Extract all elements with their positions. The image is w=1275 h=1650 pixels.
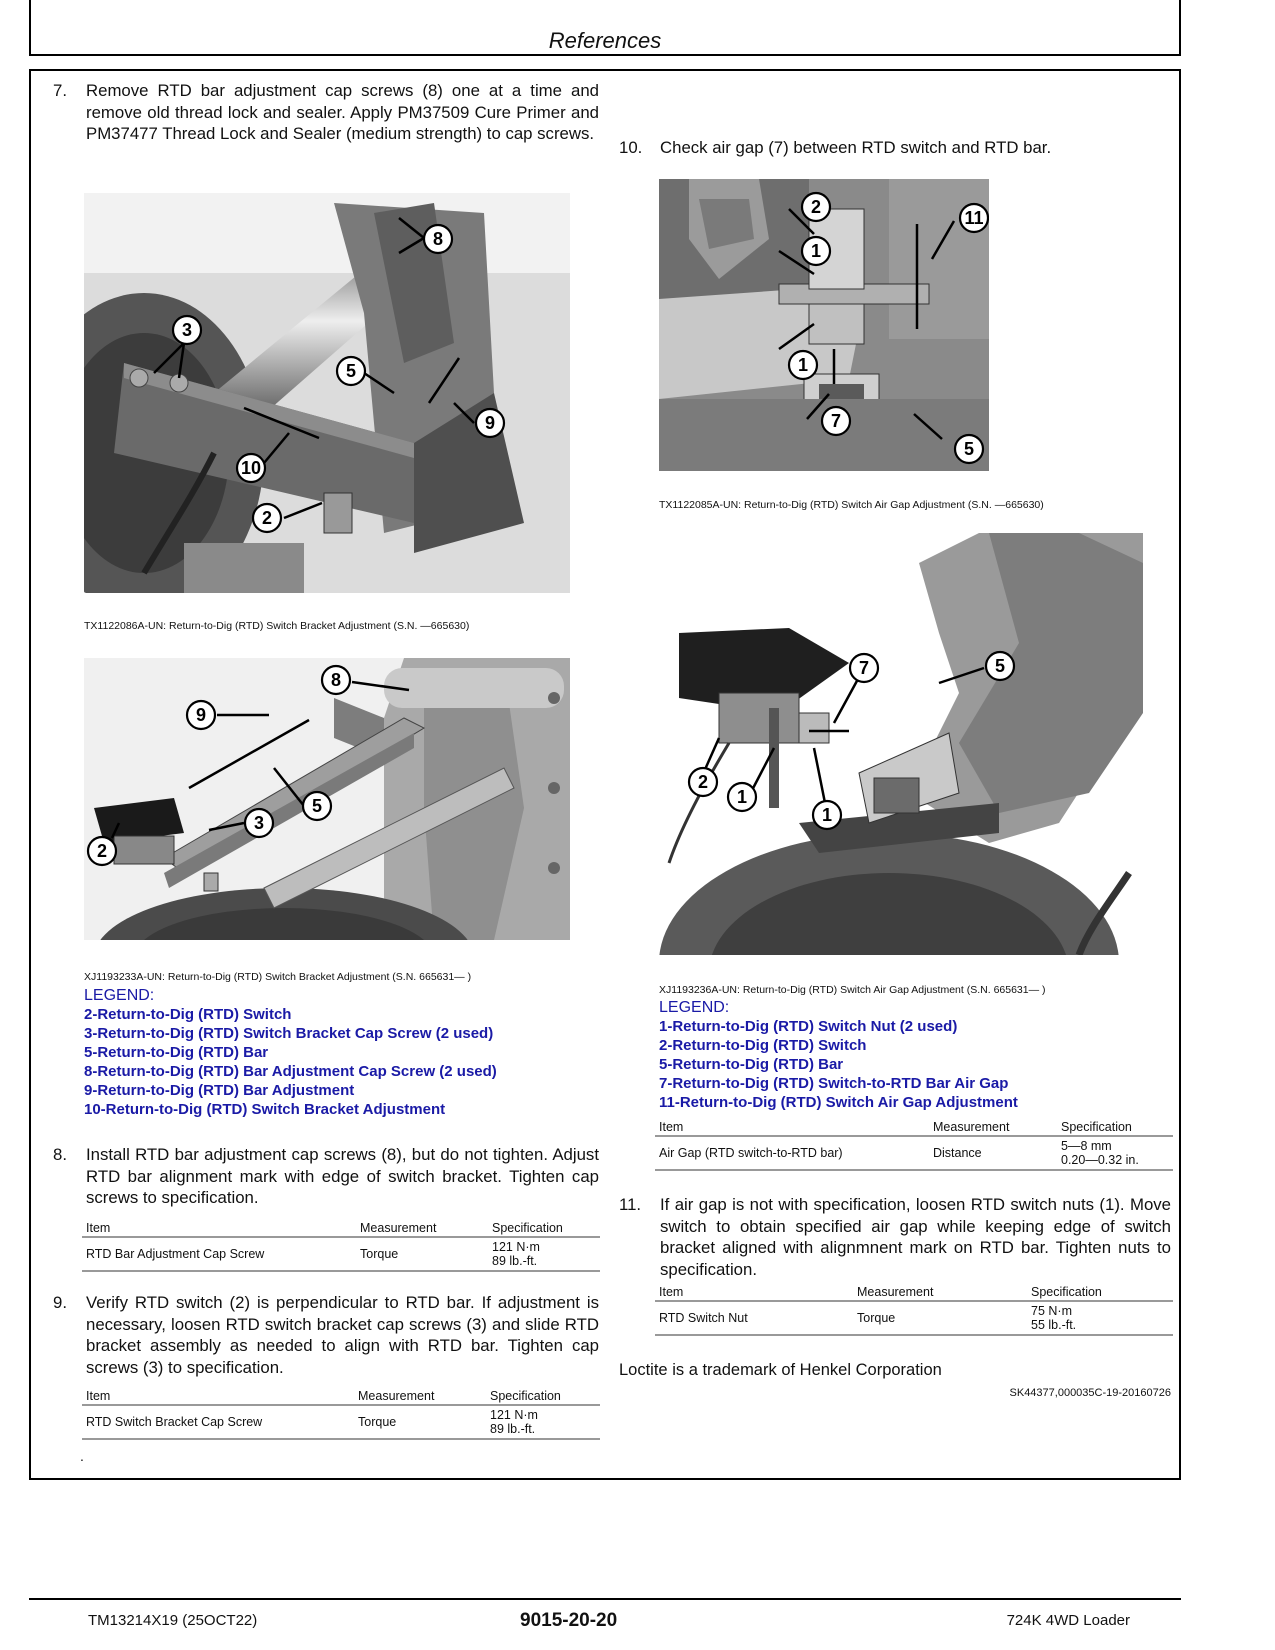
figure-air-gap-old: [659, 179, 989, 471]
legend-item: 2-Return-to-Dig (RTD) Switch: [84, 1006, 292, 1023]
spec-table: Item Measurement Specification RTD Switch Nut Torque 75 N·m 55 lb.-ft.: [655, 1283, 1173, 1336]
step-8: [53, 1144, 599, 1209]
svg-text:1: 1: [810, 241, 822, 261]
document-reference: SK44377,000035C-19-20160726: [1009, 1387, 1171, 1399]
step-text: Install RTD bar adjustment cap screws (8), but do not tighten. Adjust RTD bar alignment mark with edge of switch bracket. Tighten cap screws to specification.: [86, 1145, 599, 1207]
step-10: [619, 137, 1171, 159]
svg-text:9: 9: [195, 705, 207, 725]
svg-text:3: 3: [253, 813, 265, 833]
figure-bracket-adjustment-old: [84, 193, 570, 593]
spec-table-air-gap: Item Measurement Specification Air Gap (RTD switch-to-RTD bar) Distance 5—8 mm 0.20—0.32 in.: [655, 1118, 1173, 1171]
footer-manual-id: TM13214X19 (25OCT22): [88, 1612, 258, 1629]
svg-text:1: 1: [821, 805, 833, 825]
svg-text:5: 5: [963, 439, 975, 459]
svg-text:5: 5: [311, 796, 323, 816]
step-text: If air gap is not with specification, loosen RTD switch nuts (1). Move switch to obtain specified air gap while keeping edge of switch bracket aligned with alignmnent mark on RTD bar. Tighten nuts to specification.: [660, 1195, 1171, 1279]
spec-table: Item Measurement Specification RTD Switch Bracket Cap Screw Torque 121 N·m 89 lb.-ft.: [82, 1387, 600, 1440]
step-text: Remove RTD bar adjustment cap screws (8) one at a time and remove old thread lock and sealer. Apply PM37509 Cure Primer and PM37477 Thread Lock and Sealer (medium strength) to cap screws.: [86, 81, 599, 143]
svg-text:2: 2: [96, 841, 108, 861]
svg-text:5: 5: [994, 656, 1006, 676]
legend-item: 2-Return-to-Dig (RTD) Switch: [659, 1037, 867, 1054]
figure-air-gap-new: [659, 533, 1143, 955]
legend-item: 10-Return-to-Dig (RTD) Switch Bracket Adjustment: [84, 1101, 446, 1118]
step-number: 11.: [619, 1195, 642, 1214]
step-number: 10.: [619, 138, 643, 157]
svg-text:2: 2: [697, 772, 709, 792]
legend-item: 3-Return-to-Dig (RTD) Switch Bracket Cap Screw (2 used): [84, 1025, 494, 1042]
svg-text:3: 3: [181, 320, 193, 340]
svg-text:9: 9: [484, 413, 496, 433]
svg-text:7: 7: [830, 411, 842, 431]
svg-text:5: 5: [345, 361, 357, 381]
spec-table: Item Measurement Specification RTD Bar Adjustment Cap Screw Torque 121 N·m 89 lb.-ft.: [82, 1219, 600, 1272]
legend-item: 1-Return-to-Dig (RTD) Switch Nut (2 used): [659, 1018, 958, 1035]
figure-caption: TX1122086A-UN: Return-to-Dig (RTD) Switch Bracket Adjustment (S.N. —665630): [84, 620, 470, 632]
svg-text:7: 7: [858, 658, 870, 678]
legend-item: 5-Return-to-Dig (RTD) Bar: [84, 1044, 269, 1061]
svg-text:10: 10: [240, 458, 262, 478]
legend-item: 7-Return-to-Dig (RTD) Switch-to-RTD Bar Air Gap: [659, 1075, 1009, 1092]
footer-divider: [29, 1598, 1181, 1600]
step-number: 7.: [53, 81, 67, 100]
legend-item: 9-Return-to-Dig (RTD) Bar Adjustment: [84, 1082, 355, 1099]
page-title: References: [548, 28, 662, 53]
svg-text:2: 2: [261, 508, 273, 528]
legend-right: [659, 998, 1018, 1112]
svg-text:11: 11: [964, 208, 984, 228]
legend-title: LEGEND:: [659, 999, 730, 1016]
step-9: [53, 1292, 599, 1378]
step-text: Check air gap (7) between RTD switch and RTD bar.: [660, 138, 1052, 157]
legend-item: 5-Return-to-Dig (RTD) Bar: [659, 1056, 844, 1073]
legend-item: 8-Return-to-Dig (RTD) Bar Adjustment Cap Screw (2 used): [84, 1063, 497, 1080]
figure-caption: TX1122085A-UN: Return-to-Dig (RTD) Switch Air Gap Adjustment (S.N. —665630): [659, 499, 1044, 511]
footer-page-number: 9015-20-20: [520, 1610, 618, 1631]
step-number: 8.: [53, 1145, 67, 1164]
figure-bracket-adjustment-new: [84, 658, 570, 940]
legend-title: LEGEND:: [84, 987, 155, 1004]
page-header: [29, 0, 1181, 56]
step-11: [619, 1194, 1171, 1280]
step-7: [53, 80, 599, 145]
legend-left: [84, 986, 497, 1119]
svg-text:1: 1: [736, 787, 748, 807]
trademark-note: Loctite is a trademark of Henkel Corporation: [619, 1361, 942, 1379]
footer-machine-name: 724K 4WD Loader: [1006, 1612, 1130, 1629]
step-number: 9.: [53, 1293, 67, 1312]
figure-caption: XJ1193233A-UN: Return-to-Dig (RTD) Switch Bracket Adjustment (S.N. 665631— ): [84, 971, 472, 983]
figure-caption: XJ1193236A-UN: Return-to-Dig (RTD) Switch Air Gap Adjustment (S.N. 665631— ): [659, 984, 1046, 996]
step-text: Verify RTD switch (2) is perpendicular to RTD bar. If adjustment is necessary, loosen RTD switch bracket cap screws (3) and slide RTD bracket assembly as needed to align with RTD bar. Tighten cap screws (3) to specification.: [86, 1293, 599, 1377]
svg-text:2: 2: [810, 197, 822, 217]
svg-text:8: 8: [432, 229, 444, 249]
svg-text:8: 8: [330, 670, 342, 690]
legend-item: 11-Return-to-Dig (RTD) Switch Air Gap Adjustment: [659, 1094, 1018, 1111]
stray-dot: .: [80, 1448, 84, 1464]
svg-text:1: 1: [797, 355, 809, 375]
